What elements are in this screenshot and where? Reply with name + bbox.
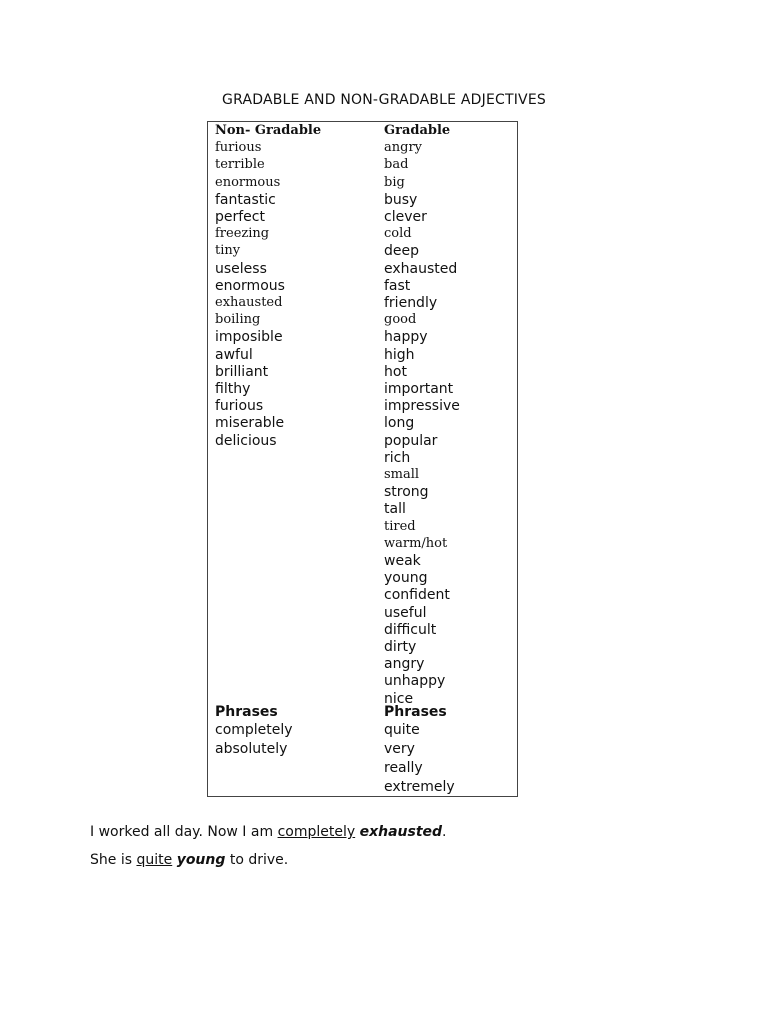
example-1-pre: I worked all day. Now I am [90, 824, 278, 840]
example-sentence-1 [90, 824, 447, 840]
example-1-adjective: exhausted [359, 824, 443, 840]
gradable-word: weak [384, 553, 421, 569]
non-gradable-word: imposible [215, 329, 283, 346]
non-gradable-word: enormous [215, 277, 285, 294]
example-1-post: . [442, 824, 447, 840]
gradable-phrases-header: Phrases [384, 704, 447, 720]
gradable-word: high [384, 346, 415, 363]
non-gradable-word: perfect [215, 209, 265, 225]
gradable-word: strong [384, 484, 429, 501]
gradable-word: fast [384, 277, 411, 294]
example-sentence-2 [90, 852, 288, 868]
gradable-word: angry [384, 140, 423, 156]
example-2-pre: She is [90, 852, 137, 868]
example-2-adverb: quite [136, 852, 173, 868]
non-gradable-word: furious [215, 140, 262, 156]
gradable-phrase: extremely [384, 779, 455, 795]
non-gradable-word: tiny [215, 243, 241, 259]
gradable-word: good [384, 312, 417, 328]
gradable-word: nice [384, 690, 414, 707]
gradable-word: busy [384, 191, 418, 208]
non-gradable-word: terrible [215, 157, 265, 173]
gradable-word: young [384, 570, 428, 587]
gradable-word: small [384, 467, 420, 482]
example-2-post: to drive. [225, 852, 289, 868]
gradable-phrase: really [384, 760, 423, 776]
non-gradable-word: furious [215, 398, 264, 415]
non-gradable-word: fantastic [215, 191, 276, 208]
gradable-word: hot [384, 363, 407, 380]
gradable-word: tired [384, 518, 416, 534]
example-2-adjective: young [176, 852, 226, 868]
gradable-word: difficult [384, 621, 437, 638]
gradable-word: deep [384, 243, 419, 260]
non-gradable-word: boiling [215, 312, 261, 328]
non-gradable-phrase: absolutely [215, 741, 288, 757]
gradable-word: friendly [384, 295, 438, 311]
non-gradable-word: enormous [215, 174, 281, 190]
adjectives-table [207, 121, 518, 797]
gradable-word: exhausted [384, 260, 458, 277]
non-gradable-word: exhausted [215, 295, 283, 310]
gradable-phrase: quite [384, 722, 420, 738]
page-title: GRADABLE AND NON-GRADABLE ADJECTIVES [222, 92, 546, 108]
non-gradable-header: Non- Gradable [215, 123, 322, 138]
gradable-word: tall [384, 501, 406, 518]
gradable-header: Gradable [384, 123, 451, 138]
non-gradable-word: useless [215, 260, 267, 277]
gradable-word: useful [384, 604, 427, 621]
gradable-word: unhappy [384, 673, 446, 690]
gradable-phrase: very [384, 741, 415, 757]
gradable-word: long [384, 415, 415, 432]
gradable-word: impressive [384, 398, 460, 415]
non-gradable-phrases-header: Phrases [215, 704, 278, 720]
gradable-word: popular [384, 432, 438, 449]
non-gradable-word: freezing [215, 226, 270, 242]
gradable-word: dirty [384, 639, 417, 655]
non-gradable-word: miserable [215, 415, 285, 432]
gradable-word: big [384, 174, 405, 190]
gradable-word: warm/hot [384, 535, 448, 551]
non-gradable-word: awful [215, 346, 253, 363]
gradable-word: happy [384, 329, 428, 346]
gradable-word: clever [384, 209, 427, 225]
non-gradable-word: filthy [215, 381, 251, 397]
non-gradable-word: delicious [215, 432, 277, 449]
example-1-adverb: completely [277, 824, 356, 840]
non-gradable-phrase: completely [215, 722, 293, 738]
gradable-word: rich [384, 449, 411, 466]
gradable-word: angry [384, 656, 425, 673]
gradable-word: confident [384, 587, 450, 604]
gradable-word: cold [384, 226, 412, 242]
gradable-word: bad [384, 157, 409, 173]
non-gradable-word: brilliant [215, 363, 269, 380]
gradable-word: important [384, 381, 454, 397]
